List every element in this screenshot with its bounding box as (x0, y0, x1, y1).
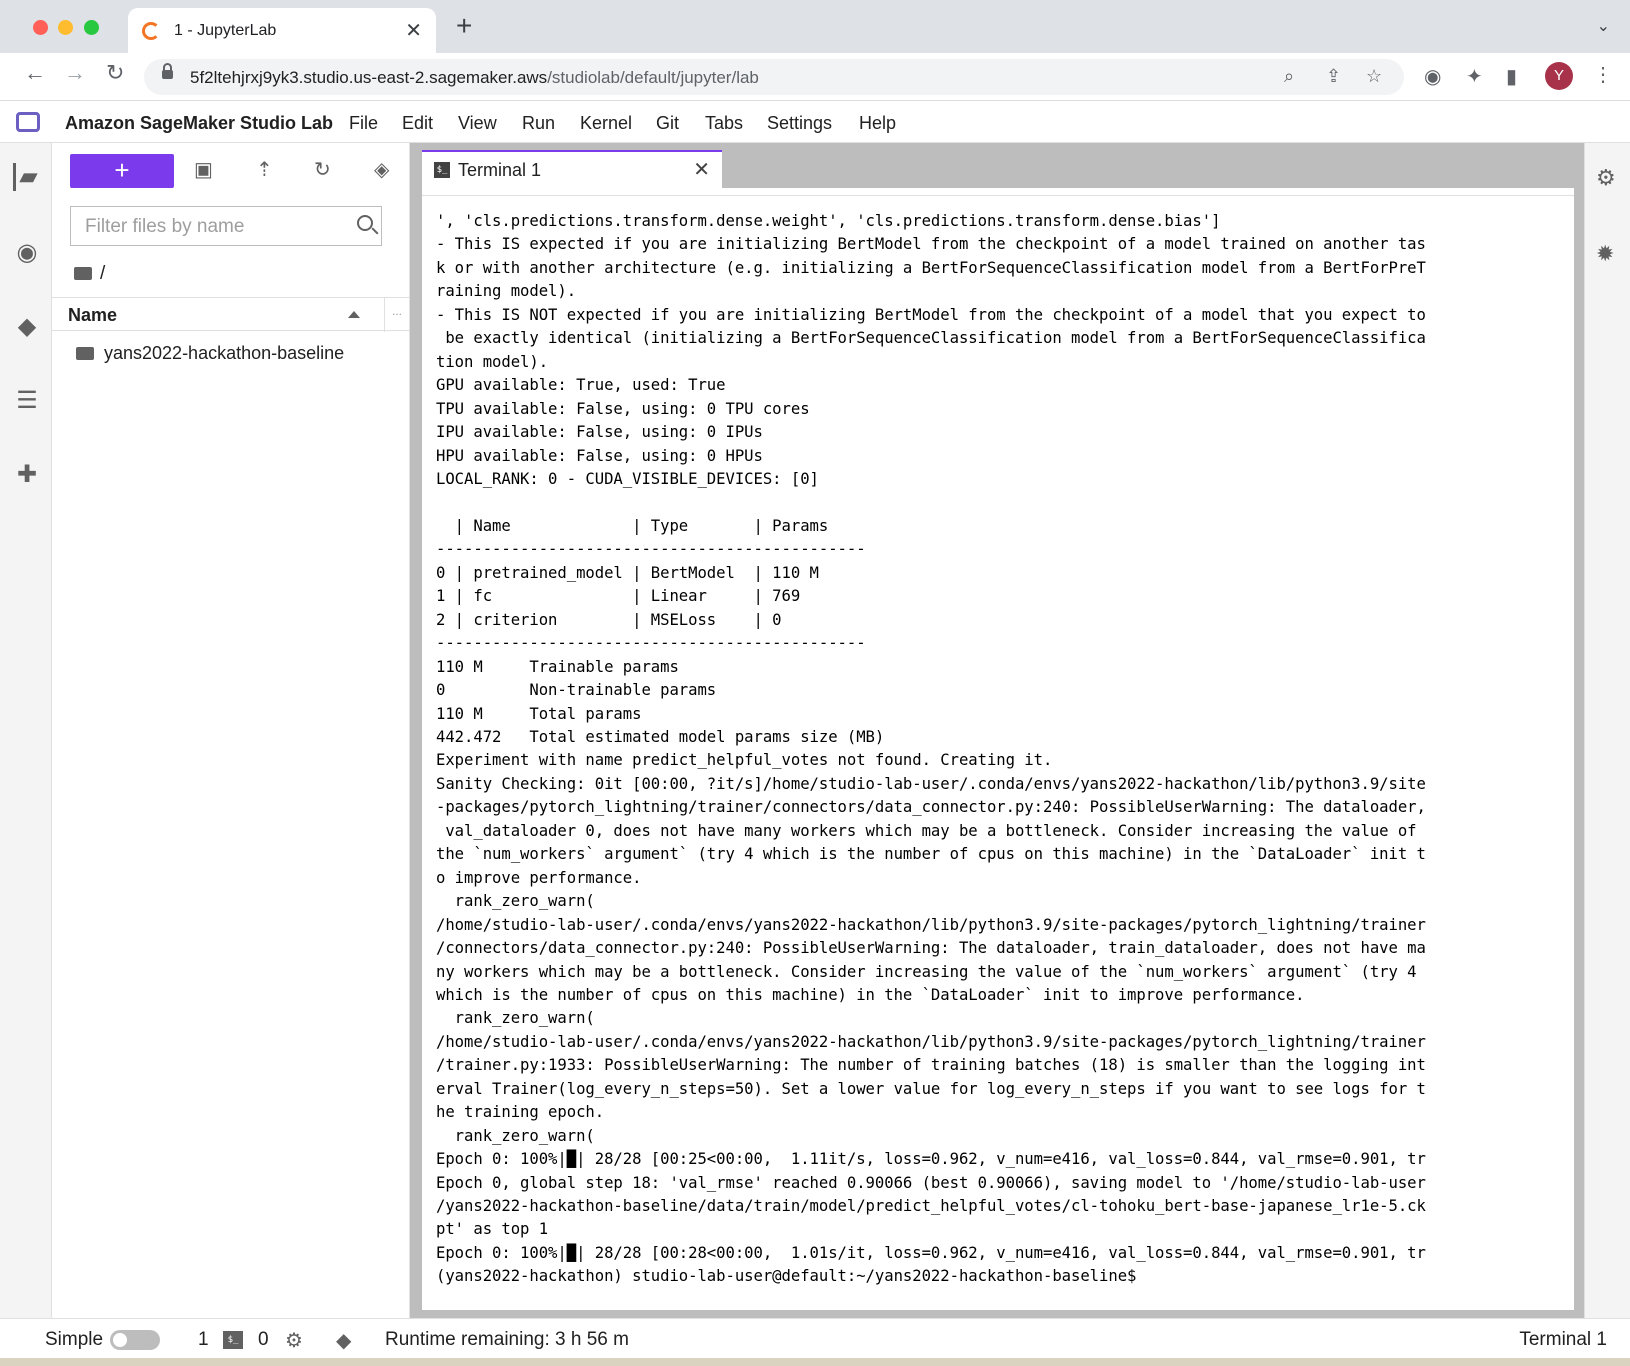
simple-mode-label: Simple (45, 1329, 104, 1350)
window-maximize-button[interactable] (84, 20, 99, 35)
terminal-line: rank_zero_warn( (436, 1126, 595, 1145)
share-icon[interactable]: ⇪ (1326, 66, 1342, 86)
browser-tab-title: 1 - JupyterLab (174, 22, 277, 39)
terminal-line: which is the number of cpus on this machine) in the `DataLoader` init to improve performance. (436, 985, 1305, 1004)
terminal-line: rank_zero_warn( (436, 1009, 595, 1028)
refresh-icon[interactable]: ↻ (314, 159, 331, 181)
kernel-count[interactable]: 0 (258, 1329, 269, 1350)
browser-toolbar (0, 53, 1630, 101)
tab-search-chevron-icon[interactable]: ⌄ (1596, 18, 1610, 35)
forward-icon[interactable]: → (64, 60, 86, 85)
menu-settings[interactable]: Settings (767, 113, 833, 133)
terminal-line: HPU available: False, using: 0 HPUs (436, 446, 763, 465)
terminal-line: /trainer.py:1933: PossibleUserWarning: The number of training batches (18) is smaller than the logging int (436, 1056, 1426, 1075)
terminal-line: LOCAL_RANK: 0 - CUDA_VISIBLE_DEVICES: [0] (436, 469, 819, 488)
menu-kernel[interactable]: Kernel (580, 113, 633, 133)
browser-tab-strip (0, 0, 1630, 53)
dock-tab-bar (410, 143, 1584, 188)
terminal-line: Sanity Checking: 0it [00:00, ?it/s]/home/studio-lab-user/.conda/envs/yans2022-hackathon/lib/python3.9/site (436, 774, 1426, 793)
filter-box (70, 206, 382, 246)
runtime-remaining: Runtime remaining: 3 h 56 m (385, 1329, 629, 1350)
terminal-line: -packages/pytorch_lightning/trainer/connectors/data_connector.py:240: PossibleUserWarning: The dataloader, (436, 798, 1426, 817)
new-launcher-button[interactable]: + (70, 154, 174, 188)
terminal-line: 110 M Total params (436, 704, 642, 723)
terminal-line: TPU available: False, using: 0 TPU cores (436, 399, 810, 418)
tab-label: Terminal 1 (458, 160, 542, 180)
terminal-line: - This IS expected if you are initializing BertModel from the checkpoint of a model trained on another tas (436, 235, 1426, 254)
menu-view[interactable]: View (458, 113, 497, 133)
terminal-line: ---------------------------------------------- (436, 634, 866, 653)
git-icon[interactable]: ◆ (17, 313, 37, 340)
terminal-line: - This IS NOT expected if you are initializing BertModel from the checkpoint of a model that you expect to (436, 305, 1426, 324)
profile-avatar[interactable]: Y (1545, 62, 1573, 90)
terminal-line: the `num_workers` argument` (try 4 which is the number of cpus on this machine) in the `DataLoader` init t (436, 845, 1426, 864)
active-item-label: Terminal 1 (1519, 1329, 1607, 1350)
terminal-line: 0 | pretrained_model | BertModel | 110 M (436, 563, 819, 582)
terminal-line: ---------------------------------------------- (436, 540, 866, 559)
back-icon[interactable]: ← (24, 60, 46, 85)
app-title: Amazon SageMaker Studio Lab (65, 113, 334, 133)
menu-file[interactable]: File (349, 113, 379, 133)
terminal-icon: $_ (434, 162, 450, 178)
folder-icon[interactable]: ▰ (13, 163, 41, 191)
column-divider[interactable] (384, 298, 385, 332)
file-list-header (52, 297, 410, 331)
property-inspector-icon[interactable]: ⚙ (1596, 165, 1616, 190)
terminal-line: erval Trainer(log_every_n_steps=50). Set a lower value for log_every_n_steps if you want to see logs for t (436, 1079, 1426, 1098)
window-close-button[interactable] (33, 20, 48, 35)
breadcrumb-root[interactable]: / (100, 263, 106, 284)
column-more-icon[interactable]: ... (392, 304, 403, 318)
git-clone-icon[interactable]: ◈ (374, 159, 390, 181)
browser-tab-close-icon[interactable]: ✕ (405, 20, 422, 42)
column-header-name[interactable]: Name (68, 305, 118, 325)
jupyter-menu-bar (0, 101, 1630, 143)
search-icon (357, 215, 373, 231)
star-icon[interactable]: ☆ (1366, 66, 1383, 86)
terminal-line: GPU available: True, used: True (436, 376, 726, 395)
terminal-line: tion model). (436, 352, 549, 371)
terminal-output[interactable] (436, 210, 1556, 1289)
tab-terminal-1[interactable] (422, 150, 722, 188)
folder-icon (74, 267, 92, 280)
new-tab-button[interactable]: + (456, 10, 473, 41)
terminal-line: k or with another architecture (e.g. initializing a BertForSequenceClassification model from a BertForPreT (436, 258, 1426, 277)
jupyter-favicon-icon (142, 22, 160, 40)
terminal-icon[interactable]: $_ (223, 1331, 243, 1349)
terminal-line: 0 Non-trainable params (436, 681, 717, 700)
url-text[interactable] (190, 68, 759, 88)
terminal-line: /yans2022-hackathon-baseline/data/train/model/predict_helpful_votes/cl-tohoku_bert-base-japanese_lr1e-5.ck (436, 1197, 1426, 1216)
running-stop-icon[interactable]: ◉ (16, 239, 38, 266)
studio-lab-logo-icon (16, 112, 40, 132)
browser-tab[interactable] (128, 8, 436, 53)
terminal-line: Epoch 0, global step 18: 'val_rmse' reached 0.90066 (best 0.90066), saving model to '/home/studio-lab-user (436, 1173, 1426, 1192)
menu-git[interactable]: Git (656, 113, 680, 133)
menu-tabs[interactable]: Tabs (705, 113, 744, 133)
puzzle-icon[interactable]: ✦ (1466, 66, 1483, 88)
side-panel-icon[interactable]: ▮ (1506, 66, 1518, 88)
terminal-line: raining model). (436, 282, 577, 301)
terminal-line: o improve performance. (436, 868, 642, 887)
file-list-item[interactable] (52, 339, 410, 369)
window-minimize-button[interactable] (58, 20, 73, 35)
right-sidebar (1584, 143, 1630, 1318)
terminal-line: he training epoch. (436, 1103, 605, 1122)
terminal-line: ny workers which may be a bottleneck. Consider increasing the value of the `num_workers` argument` (try 4 (436, 962, 1417, 981)
debugger-icon[interactable]: ✹ (1596, 241, 1615, 266)
menu-edit[interactable]: Edit (402, 113, 434, 133)
terminal-line: /connectors/data_connector.py:240: PossibleUserWarning: The dataloader, train_dataloader, does not have ma (436, 939, 1426, 958)
terminal-panel[interactable] (422, 188, 1574, 1310)
kebab-menu-icon[interactable]: ⋮ (1593, 64, 1613, 86)
file-browser-panel (52, 143, 410, 1318)
terminal-line: Epoch 0: 100%|█| 28/28 [00:28<00:00, 1.01s/it, loss=0.962, v_num=e416, val_loss=0.844, val_rmse=0.901, tr (436, 1243, 1426, 1262)
simple-mode-toggle[interactable] (110, 1330, 160, 1350)
kernel-icon[interactable]: ⚙ (285, 1330, 303, 1352)
sort-ascending-icon[interactable] (348, 311, 360, 318)
git-icon[interactable]: ◆ (336, 1330, 352, 1352)
terminal-line: /home/studio-lab-user/.conda/envs/yans2022-hackathon/lib/python3.9/site-packages/pytorch_lightning/trainer (436, 1032, 1426, 1051)
main-dock-area (410, 143, 1584, 1318)
address-bar[interactable] (144, 59, 1404, 95)
terminal-line: 2 | criterion | MSELoss | 0 (436, 610, 782, 629)
terminal-line: Epoch 0: 100%|█| 28/28 [00:25<00:00, 1.11it/s, loss=0.962, v_num=e416, val_loss=0.844, val_rmse=0.901, tr (436, 1150, 1426, 1169)
menu-run[interactable]: Run (522, 113, 556, 133)
extension-manager-icon[interactable]: ✚ (16, 461, 38, 488)
lock-icon[interactable] (162, 70, 173, 79)
filter-files-input[interactable] (85, 216, 345, 238)
terminal-line (436, 491, 1556, 514)
upload-icon[interactable]: ⇡ (256, 159, 273, 181)
extension-icon[interactable]: ◉ (1424, 66, 1442, 88)
terminal-line: IPU available: False, using: 0 IPUs (436, 423, 763, 442)
terminal-line: 110 M Trainable params (436, 657, 679, 676)
table-of-contents-icon[interactable]: ☰ (16, 387, 38, 414)
terminal-count[interactable]: 1 (198, 1329, 209, 1350)
terminal-line: val_dataloader 0, does not have many workers which may be a bottleneck. Consider increasing the value of (436, 821, 1417, 840)
reload-icon[interactable]: ↻ (106, 60, 125, 85)
terminal-line: be exactly identical (initializing a BertForSequenceClassification model from a BertForSequenceClassifica (436, 329, 1426, 348)
terminal-line: 442.472 Total estimated model params size (MB) (436, 727, 885, 746)
terminal-line: Experiment with name predict_helpful_votes not found. Creating it. (436, 751, 1053, 770)
folder-icon (76, 347, 94, 360)
tab-close-icon[interactable]: ✕ (693, 159, 710, 181)
breadcrumb[interactable] (74, 263, 105, 285)
terminal-line: ', 'cls.predictions.transform.dense.weight', 'cls.predictions.transform.dense.bias'] (436, 212, 1221, 230)
terminal-line: rank_zero_warn( (436, 892, 595, 911)
url-path: /studiolab/default/jupyter/lab (547, 68, 759, 87)
status-bar (0, 1318, 1630, 1358)
terminal-line: pt' as top 1 (436, 1220, 549, 1239)
url-host: 5f2ltehjrxj9yk3.studio.us-east-2.sagemaker.aws (190, 68, 548, 87)
desktop-strip (0, 1358, 1630, 1366)
zoom-icon[interactable]: ⌕ (1284, 66, 1295, 86)
terminal-line: (yans2022-hackathon) studio-lab-user@default:~/yans2022-hackathon-baseline$ (436, 1267, 1137, 1286)
terminal-line: | Name | Type | Params (436, 516, 829, 535)
menu-help[interactable]: Help (859, 113, 897, 133)
terminal-line: /home/studio-lab-user/.conda/envs/yans2022-hackathon/lib/python3.9/site-packages/pytorch_lightning/trainer (436, 915, 1426, 934)
terminal-line: 1 | fc | Linear | 769 (436, 587, 801, 606)
new-folder-icon[interactable]: ▣ (194, 159, 213, 181)
left-activity-bar (0, 143, 52, 1318)
file-name[interactable]: yans2022-hackathon-baseline (104, 343, 345, 363)
